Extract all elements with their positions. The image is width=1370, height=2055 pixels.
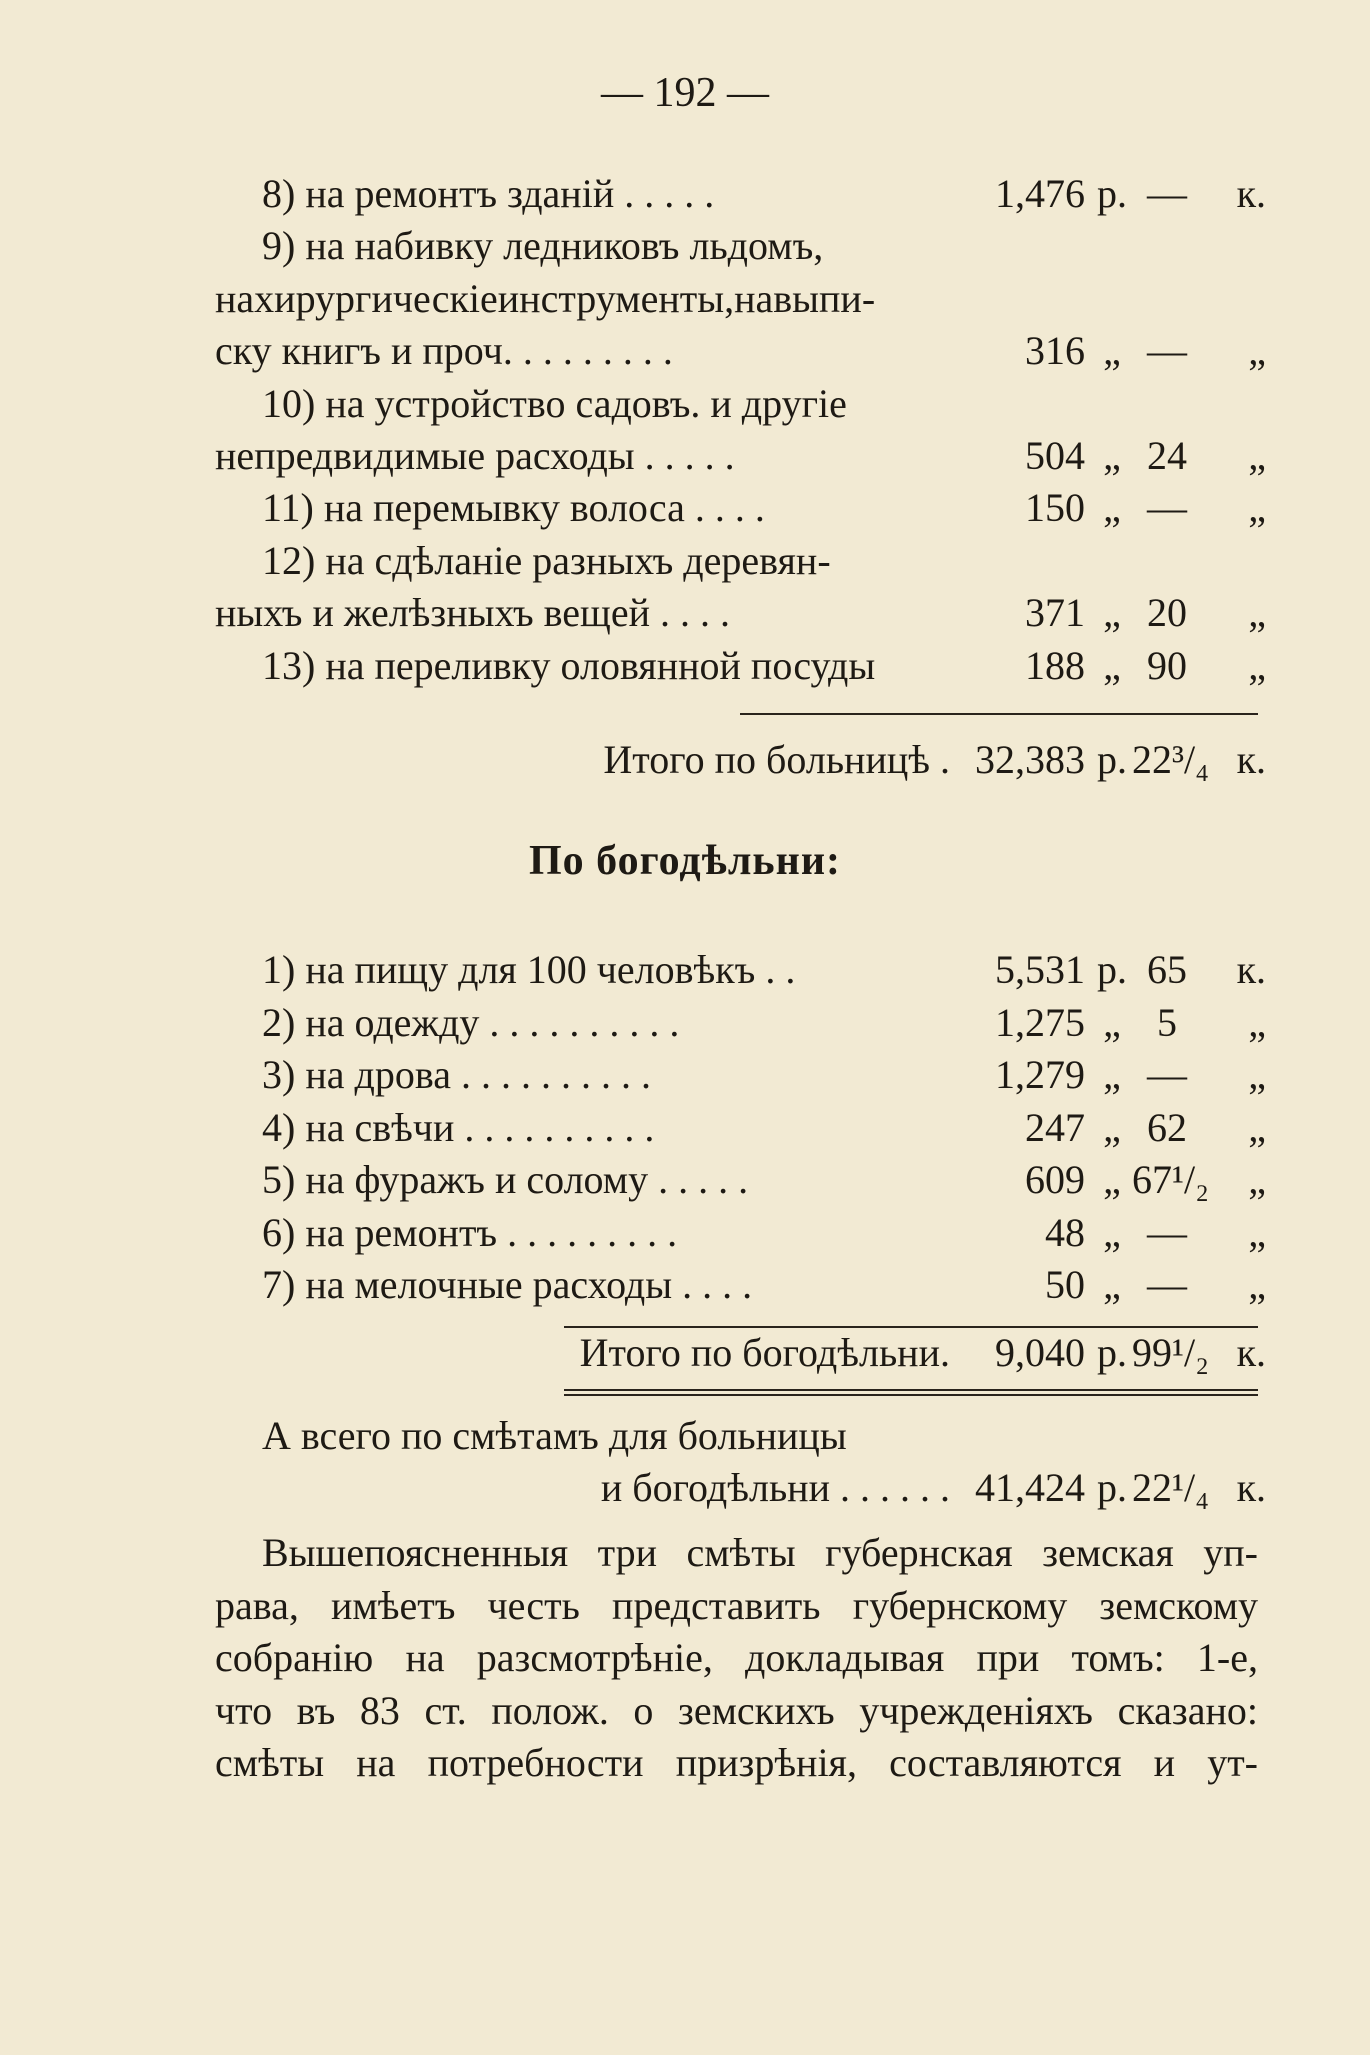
unit-rubles: „ <box>1103 1262 1121 1307</box>
unit-rubles: „ <box>1103 1104 1121 1150</box>
paragraph-line: рава, имѣетъ честь представить губернскому земскому <box>215 1582 1258 1628</box>
amount-kopecks: 24 <box>1147 433 1187 478</box>
item-label: 5) на фуражъ и солому . . . . . <box>262 1157 749 1202</box>
item-label: 2) на одежду . . . . . . . . . . <box>262 999 680 1045</box>
grand-total-label: А всего по смѣтамъ для больницы <box>262 1413 847 1458</box>
unit-kopecks: „ <box>1248 1262 1266 1307</box>
paragraph-line: что въ 83 ст. полож. о земскихъ учрежденіяхъ сказано: <box>215 1687 1258 1733</box>
page-number: — 192 — <box>601 70 769 116</box>
amount-rubles: 316 <box>1025 328 1085 374</box>
amount-kopecks: 90 <box>1147 642 1187 688</box>
unit-rubles: „ <box>1103 590 1121 636</box>
item-label: ску книгъ и проч. . . . . . . . . <box>215 328 673 374</box>
grand-total-label: и богодѣльни . . . . . . <box>600 1465 950 1510</box>
amount-rubles: 504 <box>1025 433 1085 478</box>
unit-rubles: р. <box>1097 947 1127 992</box>
amount-rubles: 48 <box>1045 1209 1085 1255</box>
unit-rubles: „ <box>1103 433 1121 478</box>
unit-rubles: р. <box>1097 1465 1127 1510</box>
amount-kopecks: 5 <box>1157 999 1177 1045</box>
amount-rubles: 9,040 <box>995 1330 1085 1375</box>
item-label: 11) на перемывку волоса . . . . <box>262 485 765 531</box>
item-label: непредвидимые расходы . . . . . <box>215 433 735 478</box>
unit-rubles: „ <box>1103 1157 1121 1202</box>
item-label: 4) на свѣчи . . . . . . . . . . <box>262 1104 655 1150</box>
amount-kopecks: — <box>1147 328 1187 374</box>
amount-kopecks: 22³/₄ <box>1132 737 1210 782</box>
item-label: 7) на мелочные расходы . . . . <box>262 1262 753 1307</box>
amount-kopecks: 99¹/₂ <box>1132 1330 1210 1375</box>
amount-rubles: 609 <box>1025 1157 1085 1202</box>
item-label: 9) на набивку ледниковъ льдомъ, <box>262 223 824 269</box>
unit-kopecks: „ <box>1248 1104 1266 1150</box>
amount-kopecks: 20 <box>1147 590 1187 636</box>
amount-kopecks: — <box>1147 171 1187 216</box>
unit-rubles: р. <box>1097 737 1127 782</box>
double-rule <box>564 1389 1258 1391</box>
divider-rule <box>740 713 1258 715</box>
amount-rubles: 188 <box>1025 642 1085 688</box>
unit-kopecks: „ <box>1248 999 1266 1045</box>
unit-kopecks: к. <box>1236 1465 1266 1510</box>
amount-kopecks: — <box>1147 1052 1187 1097</box>
unit-rubles: „ <box>1103 999 1121 1045</box>
unit-rubles: „ <box>1103 328 1121 374</box>
amount-kopecks: — <box>1147 1209 1187 1255</box>
paragraph-line: собранію на разсмотрѣніе, докладывая при томъ: 1-е, <box>215 1635 1258 1680</box>
amount-rubles: 150 <box>1025 485 1085 531</box>
unit-kopecks: к. <box>1236 737 1266 782</box>
paragraph-line: смѣты на потребности призрѣнія, составляются и ут- <box>215 1740 1258 1785</box>
total-label: Итого по больницѣ . <box>603 737 950 782</box>
amount-rubles: 32,383 <box>975 737 1085 782</box>
unit-kopecks: „ <box>1248 590 1266 636</box>
amount-kopecks: 67¹/₂ <box>1132 1157 1210 1202</box>
unit-rubles: „ <box>1103 1052 1121 1097</box>
unit-kopecks: к. <box>1236 171 1266 216</box>
unit-kopecks: к. <box>1236 1330 1266 1375</box>
item-label: 3) на дрова . . . . . . . . . . <box>262 1052 651 1097</box>
item-label: ныхъ и желѣзныхъ вещей . . . . <box>215 590 730 636</box>
unit-rubles: р. <box>1097 171 1127 216</box>
unit-kopecks: „ <box>1248 1209 1266 1255</box>
amount-rubles: 1,279 <box>995 1052 1085 1097</box>
unit-rubles: „ <box>1103 485 1121 531</box>
amount-rubles: 1,476 <box>995 171 1085 216</box>
unit-kopecks: „ <box>1248 328 1266 374</box>
double-rule <box>564 1394 1258 1396</box>
item-label: 12) на сдѣланіе разныхъ деревян- <box>262 537 831 583</box>
item-label: 13) на переливку оловянной посуды <box>262 642 876 688</box>
amount-rubles: 247 <box>1025 1104 1085 1150</box>
amount-kopecks: 22¹/₄ <box>1132 1465 1210 1510</box>
unit-kopecks: „ <box>1248 433 1266 478</box>
unit-rubles: „ <box>1103 642 1121 688</box>
unit-rubles: р. <box>1097 1330 1127 1375</box>
item-label: 6) на ремонтъ . . . . . . . . . <box>262 1209 678 1255</box>
amount-rubles: 5,531 <box>995 947 1085 992</box>
amount-rubles: 50 <box>1045 1262 1085 1307</box>
unit-rubles: „ <box>1103 1209 1121 1255</box>
amount-kopecks: — <box>1147 485 1187 531</box>
item-label: 10) на устройство садовъ. и другіе <box>262 380 847 426</box>
unit-kopecks: „ <box>1248 642 1266 688</box>
amount-kopecks: 62 <box>1147 1104 1187 1150</box>
total-label: Итого по богодѣльни. <box>579 1330 950 1375</box>
item-label: 8) на ремонтъ зданій . . . . . <box>262 171 715 216</box>
amount-rubles: 41,424 <box>975 1465 1085 1510</box>
amount-kopecks: — <box>1147 1262 1187 1307</box>
amount-kopecks: 65 <box>1147 947 1187 992</box>
unit-kopecks: „ <box>1248 1157 1266 1202</box>
unit-kopecks: к. <box>1236 947 1266 992</box>
item-label: 1) на пищу для 100 человѣкъ . . <box>262 947 796 992</box>
paragraph-line: Вышепоясненныя три смѣты губернская земская уп- <box>262 1530 1258 1575</box>
section-heading: По богодѣльни: <box>528 838 842 884</box>
amount-rubles: 371 <box>1025 590 1085 636</box>
unit-kopecks: „ <box>1248 1052 1266 1097</box>
amount-rubles: 1,275 <box>995 999 1085 1045</box>
unit-kopecks: „ <box>1248 485 1266 531</box>
item-label: нахирургическіеинструменты,навыпи- <box>215 275 876 321</box>
